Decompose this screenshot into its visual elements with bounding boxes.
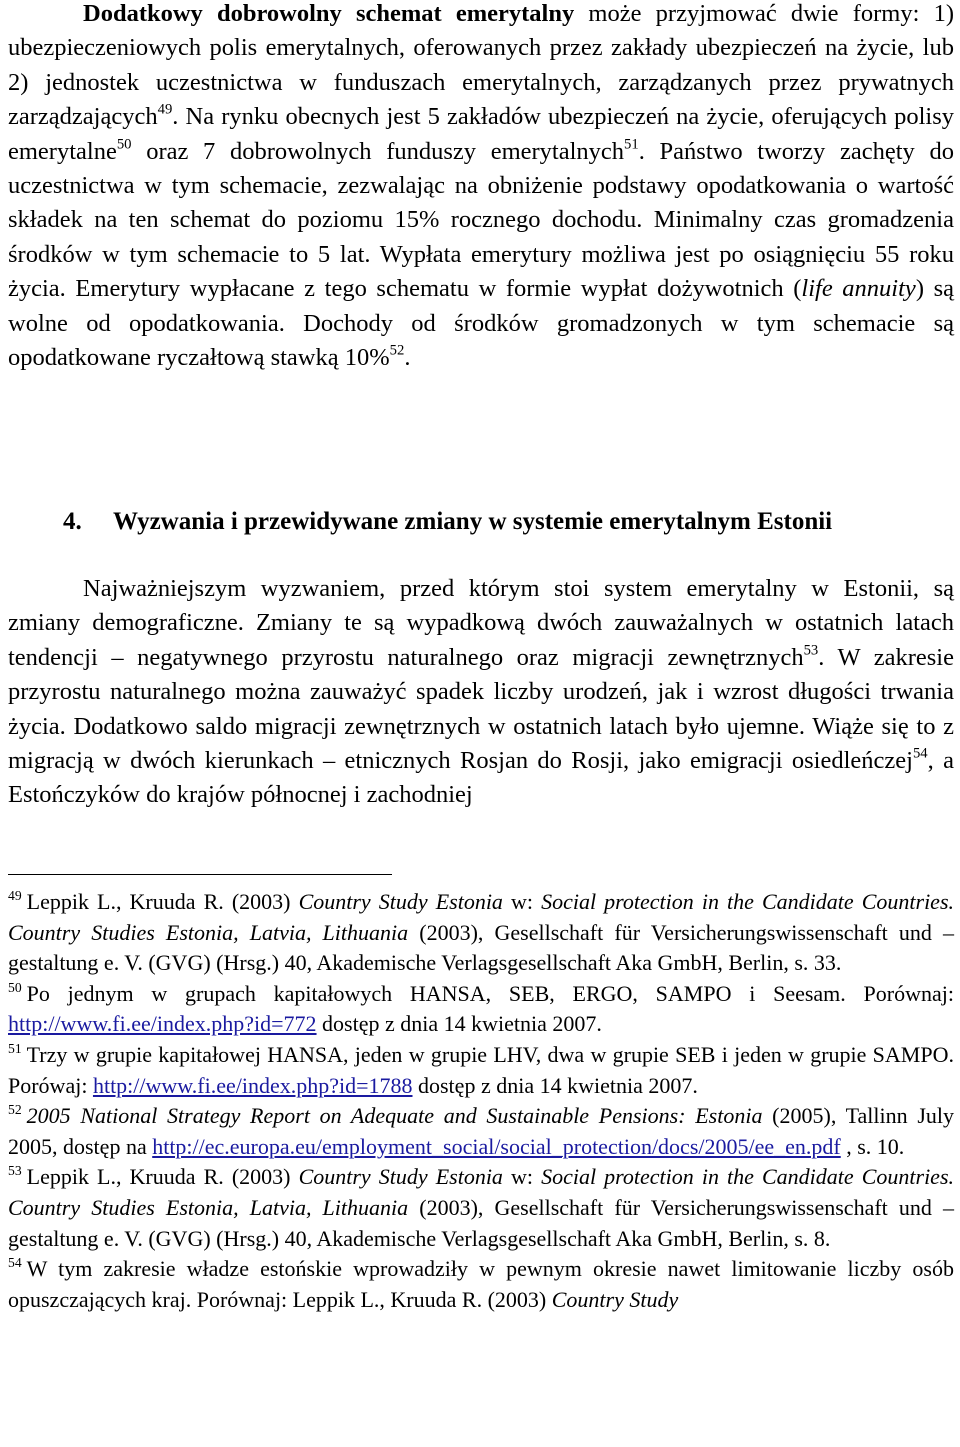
section-number: 4. <box>63 508 82 535</box>
footnote-ref-53[interactable]: 53 <box>803 642 819 659</box>
paragraph-lead-bold: Dodatkowy dobrowolny schemat emerytalny <box>83 0 575 27</box>
footnote-number: 53 <box>8 1163 22 1179</box>
footnote-number: 49 <box>8 887 22 903</box>
paragraph-supplementary-scheme: Dodatkowy dobrowolny schemat emerytalny może przyjmować dwie formy: 1) ubezpieczeniowych polis emerytalnych, oferowanych przez zakłady ubezpieczeń na życie, lub 2) jednostek uczestnictwa w funduszach emerytalnych, zarządzanych przez prywatnych zarządzających$^{49}$. Na rynku obecnych jest 5 zakładów ubezpieczeń na życie, oferujących polisy emerytalne$^{50}$ oraz 7 dobrowolnych funduszy emerytalnych$^{51}$. Państwo tworzy zachęty do uczestnictwa w tym schemacie, zezwalając na obniżenie podstawy opodatkowania o wartość składek na ten schemat do poziomu 15% rocznego dochodu. Minimalny czas gromadzenia środków w tym schemacie to 5 lat. Wypłata emerytury możliwa jest po osiągnięciu 55 roku życia. Emerytury wypłacane z tego schematu w formie wypłat dożywotnich (life annuity) są wolne od opodatkowania. Dochody od środków gromadzonych w tym schemacie są opodatkowane ryczałtową stawką 10%$^{52}$. <box>8 0 954 372</box>
footnote-50: $^{50}$ Po jednym w grupach kapitałowych HANSA, SEB, ERGO, SAMPO i Seesam. Porównaj: http://www.fi.ee/index.php?id=772 dostęp z dnia 14 kwietnia 2007. <box>8 979 954 1037</box>
paragraph-challenges: Najważniejszym wyzwaniem, przed którym stoi system emerytalny w Estonii, są zmiany demograficzne. Zmiany te są wypadkową dwóch zauważalnych w ostatnich latach tendencji – negatywnego przyrostu naturalnego oraz migracji zewnętrznych$^{53}$. W zakresie przyrostu naturalnego można zauważyć spadek liczby urodzeń, jak i wzrost długości trwania życia. Dodatkowo saldo migracji zewnętrznych w ostatnich latach było ujemne. Wiąże się to z migracją w dwóch kierunkach – etnicznych Rosjan do Rosji, jako emigracji osiedleńczej$^{54}$, a Estończyków do krajów północnej i zachodniej <box>8 575 954 809</box>
footnote-number: 50 <box>8 979 22 995</box>
footnote-number: 52 <box>8 1101 22 1117</box>
footnote-ref-54[interactable]: 54 <box>912 745 928 762</box>
footnote-53: $^{53}$ Leppik L., Kruuda R. (2003) Country Study Estonia w: Social protection in the Candidate Countries. Country Studies Estonia, Latvia, Lithuania (2003), Gesellschaft für Versicherungswissenschaft und – gestaltung e. V. (GVG) (Hrsg.) 40, Akademische Verlagsgesellschaft Aka GmbH, Berlin, s. 8. <box>8 1163 955 1251</box>
footnote-52-link[interactable]: http://ec.europa.eu/employment_social/social_protection/docs/2005/ee_en.pdf <box>152 1133 841 1159</box>
footnote-separator <box>8 874 392 875</box>
footnote-54: $^{54}$ W tym zakresie władze estońskie wprowadziły w pewnym okresie nawet limitowanie liczby osób opuszczających kraj. Porównaj: Leppik L., Kruuda R. (2003) Country Study <box>8 1254 954 1312</box>
section-heading <box>8 505 954 539</box>
footnote-number: 54 <box>8 1254 22 1270</box>
footnote-51: $^{51}$ Trzy w grupie kapitałowej HANSA, jeden w grupie LHV, dwa w grupie SEB i jeden w grupie SAMPO. Porówaj: http://www.fi.ee/index.php?id=1788 dostęp z dnia 14 kwietnia 2007. <box>8 1040 954 1098</box>
footnote-number: 51 <box>8 1040 22 1056</box>
footnote-ref-50[interactable]: 50 <box>116 136 132 153</box>
footnote-ref-51[interactable]: 51 <box>624 136 639 153</box>
footnote-ref-49[interactable]: 49 <box>157 101 173 118</box>
footnote-49: $^{49}$ Leppik L., Kruuda R. (2003) Country Study Estonia w: Social protection in the Candidate Countries. Country Studies Estonia, Latvia, Lithuania (2003), Gesellschaft für Versicherungswissenschaft und – gestaltung e. V. (GVG) (Hrsg.) 40, Akademische Verlagsgesellschaft Aka GmbH, Berlin, s. 33. <box>8 887 955 976</box>
life-annuity-term: life annuity <box>801 275 916 303</box>
footnotes <box>8 887 954 1315</box>
footnote-51-link[interactable]: http://www.fi.ee/index.php?id=1788 <box>92 1072 413 1098</box>
section-title: Wyzwania i przewidywane zmiany w systemie emerytalnym Estonii <box>113 508 833 535</box>
footnote-ref-52[interactable]: 52 <box>389 342 405 359</box>
footnote-52: $^{52}$ 2005 National Strategy Report on Adequate and Sustainable Pensions: Estonia (2005), Tallinn July 2005, dostęp na http://ec.europa.eu/employment_social/social_protection/docs/2005/ee_en.pdf , s. 10. <box>8 1101 954 1159</box>
footnote-50-link[interactable]: http://www.fi.ee/index.php?id=772 <box>8 1011 317 1037</box>
